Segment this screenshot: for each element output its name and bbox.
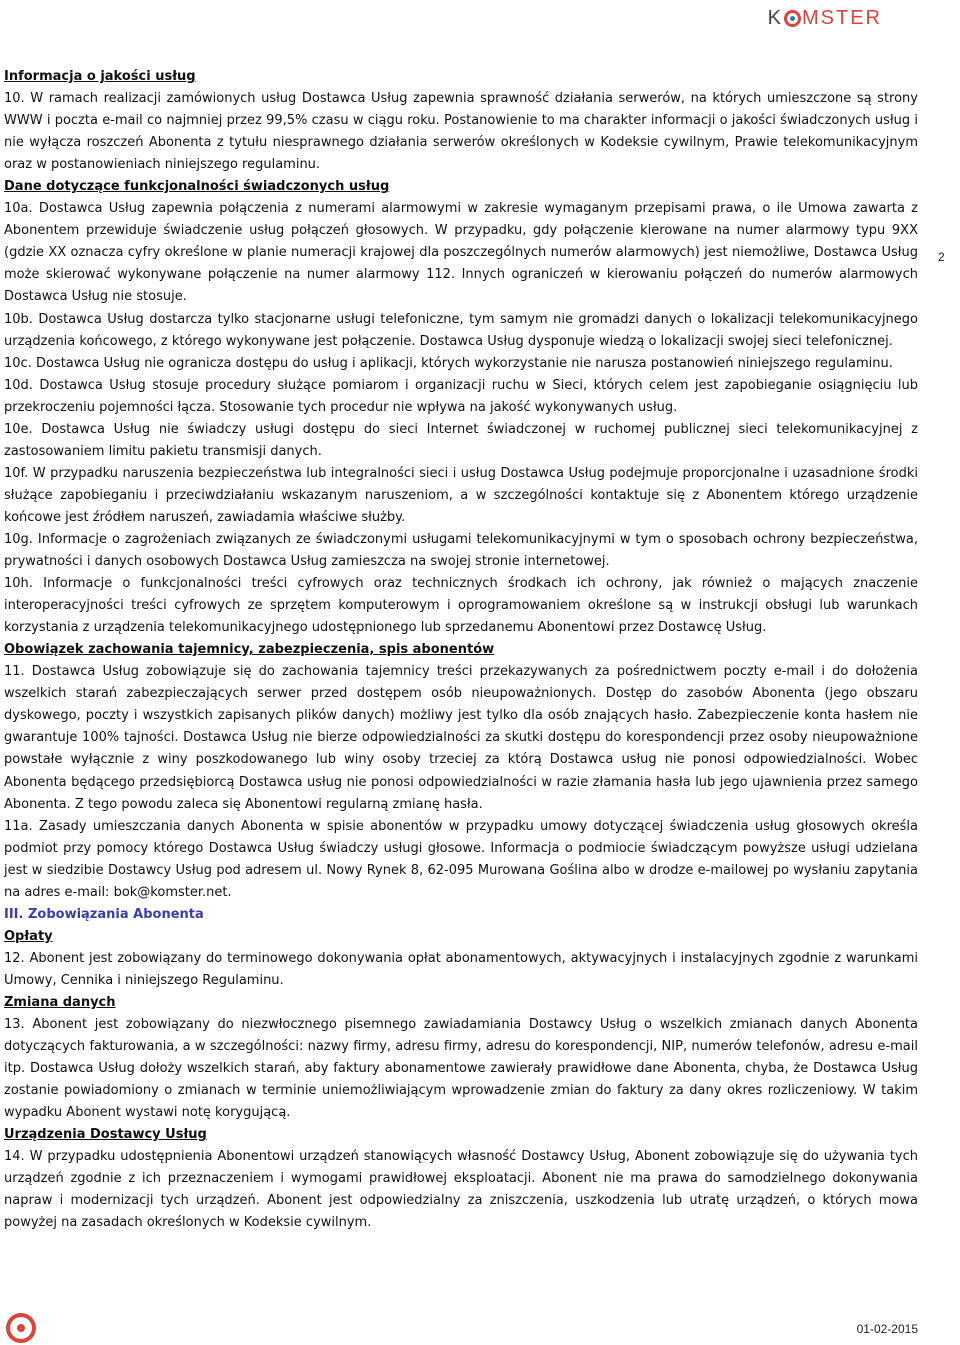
paragraph: 11a. Zasady umieszczania danych Abonenta w spisie abonentów w przypadku umowy dotyczącej świadczenia usług głosowych określa podmiot przy pomocy którego Dostawca Usług świadczy usługi głosowe. Informacja o podmiocie świadczącym powyższe usługi udzielana jest w siedzibie Dostawcy Usług pod adresem ul. Nowy Rynek 8, 62-095 Murowana Goślina albo w drodze e-mailowej po wysłaniu zapytania na adres e-mail: bok@komster.net. [4, 818, 918, 900]
footer-logo-icon [6, 1313, 42, 1343]
logo-circle-icon [784, 10, 801, 27]
section-heading: Dane dotyczące funkcjonalności świadczonych usług [4, 179, 390, 195]
paragraph: 10c. Dostawca Usług nie ogranicza dostępu do usług i aplikacji, których wykorzystanie nie narusza postanowień niniejszego regulaminu. [4, 355, 893, 371]
section-heading: Urządzenia Dostawcy Usług [4, 1127, 207, 1143]
section-heading: Opłaty [4, 928, 53, 944]
page-number: 2 [938, 250, 945, 264]
paragraph: 12. Abonent jest zobowiązany do terminowego dokonywania opłat abonamentowych, aktywacyjnych i instalacyjnych zgodnie z warunkami Umowy, Cennika i niniejszego Regulaminu. [4, 950, 918, 988]
section-heading: Obowiązek zachowania tajemnicy, zabezpieczenia, spis abonentów [4, 642, 495, 658]
paragraph: 10g. Informacje o zagrożeniach związanych ze świadczonymi usługami telekomunikacyjnymi w tym o sposobach ochrony bezpieczeństwa, prywatności i danych osobowych Dostawca Usług zamieszcza na swojej stronie internetowej. [4, 531, 918, 570]
logo-letter-k: K [767, 6, 783, 29]
paragraph: 14. W przypadku udostępnienia Abonentowi urządzeń stanowiących własność Dostawcy Usług, Abonent zobowiązuje się do używania tych urządzeń zgodnie z ich przeznaczeniem i wymogami prawidłowej eksploatacji. Abonent nie ma prawa do samodzielnego dokonywania napraw i modernizacji tych urządzeń. Abonent jest odpowiedzialny za zniszczenia, uszkodzenia lub utratę urządzeń, o których mowa powyżej na zasadach określonych w Kodeksie cywilnym. [4, 1149, 918, 1231]
paragraph: 11. Dostawca Usług zobowiązuje się do zachowania tajemnicy treści przekazywanych za pośrednictwem poczty e-mail i do dołożenia wszelkich starań zabezpieczających serwer przed dostępem osób nieupoważnionych. Dostęp do zasobów Abonenta (jego obszaru dyskowego, poczty i wszystkich zapisanych plików danych) możliwy jest tylko dla osób znających hasło. Zabezpieczenie konta hasłem nie gwarantuje 100% tajności. Dostawca Usług nie bierze odpowiedzialności za skutki dostępu do korespondencji przez osoby nieupoważnione powstałe wyłącznie z winy poszkodowanego lub winy osoby trzeciej za którą Dostawca usług nie ponosi odpowiedzialności. Wobec Abonenta będącego przedsiębiorcą Dostawca usług nie ponosi odpowiedzialności w razie złamania hasła lub jego ujawnienia przez samego Abonenta. Z tego powodu zaleca się Abonentowi regularną zmianę hasła. [4, 664, 918, 812]
document-body [4, 66, 918, 1234]
paragraph: 10a. Dostawca Usług zapewnia połączenia z numerami alarmowymi w zakresie wymaganym przepisami prawa, o ile Umowa zawarta z Abonentem przewiduje świadczenie usług połączeń głosowych. W przypadku, gdy połączenie kierowane na numer alarmowy typu 9XX (gdzie XX oznacza cyfry określone w planie numeracji krajowej dla poszczególnych numerów alarmowych) jest niemożliwe, Dostawca Usług może skierować wykonywane połączenie na numer alarmowy 112. Innych ograniczeń w kierowaniu połączeń do numerów alarmowych Dostawca Usług nie stosuje. [4, 201, 918, 305]
paragraph: 13. Abonent jest zobowiązany do niezwłocznego pisemnego zawiadamiania Dostawcy Usług o wszelkich zmianach danych Abonenta dotyczących fakturowania, a w szczególności: nazwy firmy, adresu firmy, adresu do korespondencji, NIP, numerów telefonów, adresu e-mail itp. Dostawca Usług dołoży wszelkich starań, aby faktury abonamentowe zawierały prawidłowe dane Abonenta, chyba, że Dostawca Usług zostanie powiadomiony o zmianach w terminie uniemożliwiającym wprowadzenie zmian do faktury za dany okres rozliczeniowy. W takim wypadku Abonent wystawi notę korygującą. [4, 1017, 918, 1121]
footer-circle-icon [6, 1313, 36, 1343]
paragraph: 10h. Informacje o funkcjonalności treści cyfrowych oraz technicznych środkach ich ochrony, jak również o mających znaczenie interoperacyjności treści cyfrowych ze sprzętem komputerowym i oprogramowaniem określone są w instrukcji obsługi lub warunkach korzystania z urządzenia telekomunikacyjnego udostępnionego lub sprzedanemu Abonentowi przez Dostawcę Usług. [4, 576, 918, 636]
komster-logo [768, 6, 882, 30]
paragraph: 10d. Dostawca Usług stosuje procedury służące pomiarom i organizacji ruchu w Sieci, których celem jest zapobieganie osiągnięciu lub przekroczeniu pojemności łącza. Stosowanie tych procedur nie wpływa na jakość wykonywanych usług. [4, 377, 918, 415]
paragraph: 10e. Dostawca Usług nie świadczy usługi dostępu do sieci Internet świadczonej w ruchomej publicznej sieci telekomunikacyjnej z zastosowaniem limitu pakietu transmisji danych. [4, 421, 918, 459]
footer-date: 01-02-2015 [856, 1322, 918, 1336]
paragraph: 10f. W przypadku naruszenia bezpieczeństwa lub integralności sieci i usług Dostawca Usług podejmuje proporcjonalne i uzasadnione środki służące zapobieganiu i przeciwdziałaniu wskazanym naruszeniom, a w szczególności kontaktuje się z Abonentem którego urządzenie końcowe jest źródłem naruszeń, zawiadamia właściwe służby. [4, 465, 918, 525]
paragraph: 10. W ramach realizacji zamówionych usług Dostawca Usług zapewnia sprawność działania serwerów, na których umieszczone są strony WWW i poczta e-mail co najmniej przez 99,5% czasu w ciągu roku. Postanowienie to ma charakter informacji o jakości świadczonych usług i nie wyłącza roszczeń Abonenta z tytułu niesprawnego działania serwerów określonych w Kodeksie cywilnym, Prawie telekomunikacyjnym oraz w postanowieniach niniejszego regulaminu. [4, 91, 918, 173]
section-heading: Informacja o jakości usług [4, 69, 196, 84]
logo-letters: MSTER [802, 6, 882, 29]
paragraph: 10b. Dostawca Usług dostarcza tylko stacjonarne usługi telefoniczne, tym samym nie gromadzi danych o lokalizacji telekomunikacyjnego urządzenia końcowego, z którego wykonywane jest połączenie. Dostawca Usług dysponuje wiedzą o lokalizacji swojej sieci telefonicznej. [4, 311, 918, 349]
section-heading: III. Zobowiązania Abonenta [4, 906, 204, 922]
section-heading: Zmiana danych [4, 994, 116, 1010]
